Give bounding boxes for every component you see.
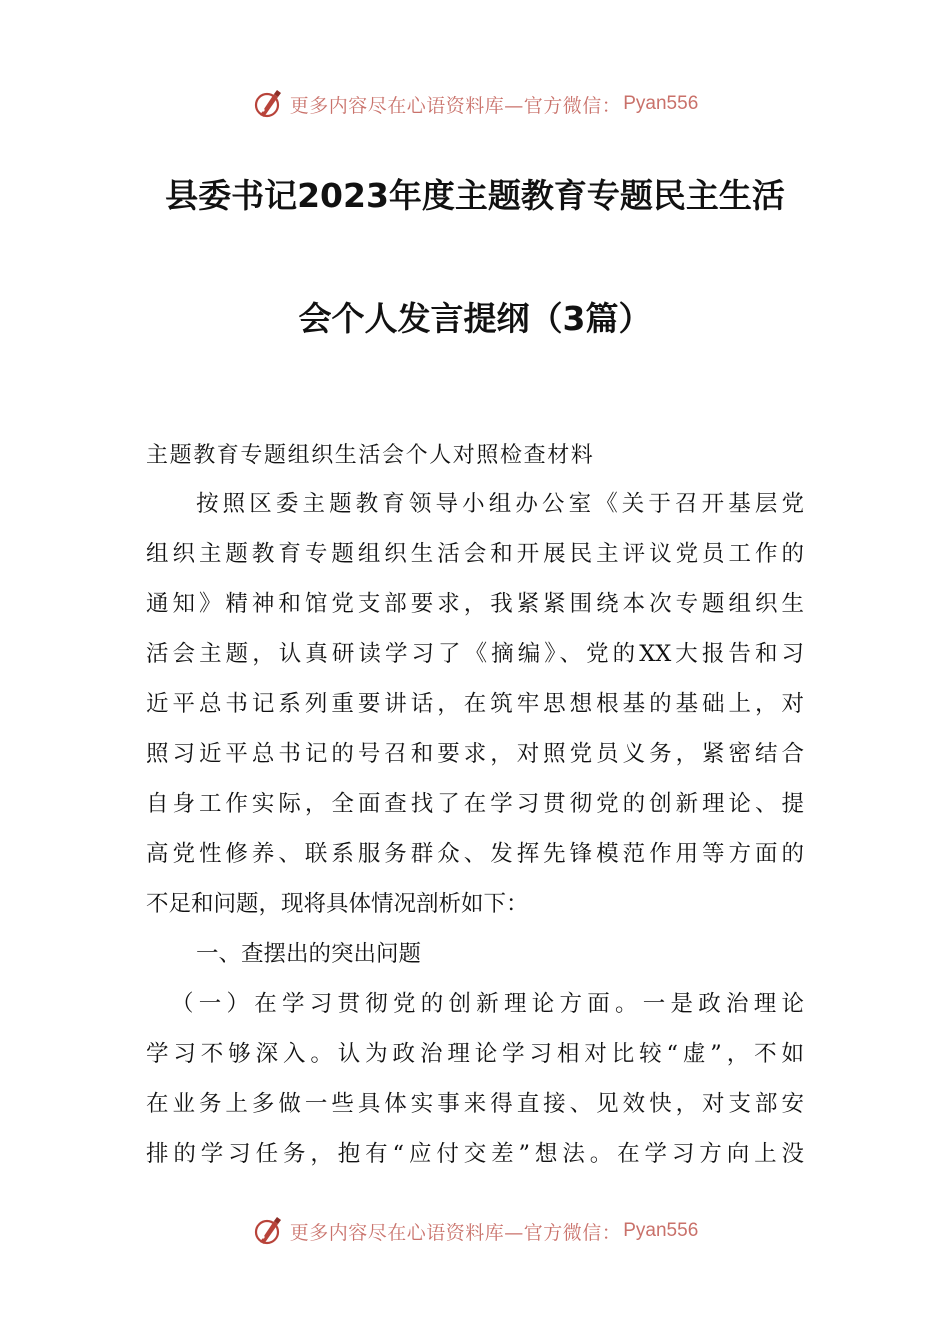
paragraph-line: 按照区委主题教育领导小组办公室《关于召开基层党 (196, 491, 804, 517)
paragraph-line: 活会主题，认真研读学习了《摘编》、党的XX大报告和习 (146, 641, 804, 667)
banner-text: 更多内容尽在心语资料库—官方微信： (289, 94, 622, 117)
pen-nib-logo-icon (252, 1215, 284, 1247)
paragraph-line: 组织主题教育专题组织生活会和开展民主评议党员工作的 (146, 541, 804, 567)
document-title-line-2: 会个人发言提纲（3篇） (298, 299, 652, 338)
paragraph-line: 通知》精神和馆党支部要求，我紧紧围绕本次专题组织生 (146, 591, 804, 617)
paragraph-line: 高党性修养、联系服务群众、发挥先锋模范作用等方面的 (146, 841, 804, 867)
pen-nib-logo-icon (252, 88, 284, 120)
paragraph-line: 自身工作实际，全面查找了在学习贯彻党的创新理论、提 (146, 791, 804, 817)
document-title-line-1: 县委书记2023年度主题教育专题民主生活 (165, 176, 785, 215)
paragraph-line: 排的学习任务，抱有“应付交差”想法。在学习方向上没 (146, 1141, 804, 1167)
header-banner (0, 84, 950, 124)
paragraph-line: 在业务上多做一些具体实事来得直接、见效快，对支部安 (146, 1091, 804, 1117)
paragraph-line: （一）在学习贯彻党的创新理论方面。一是政治理论 (171, 991, 804, 1017)
paragraph-line: 照习近平总书记的号召和要求，对照党员义务，紧密结合 (146, 741, 804, 767)
subheading: 主题教育专题组织生活会个人对照检查材料 (146, 443, 595, 468)
wechat-id: Pyan556 (623, 93, 699, 114)
section-heading: 一、查摆出的突出问题 (196, 941, 422, 967)
paragraph-line: 近平总书记系列重要讲话，在筑牢思想根基的基础上，对 (146, 691, 804, 717)
footer-banner (0, 1211, 950, 1251)
wechat-id: Pyan556 (623, 1220, 699, 1241)
paragraph-line: 学习不够深入。认为政治理论学习相对比较“虚”，不如 (146, 1041, 804, 1067)
banner-text: 更多内容尽在心语资料库—官方微信： (289, 1221, 622, 1244)
paragraph-line: 不足和问题，现将具体情况剖析如下： (146, 891, 529, 917)
